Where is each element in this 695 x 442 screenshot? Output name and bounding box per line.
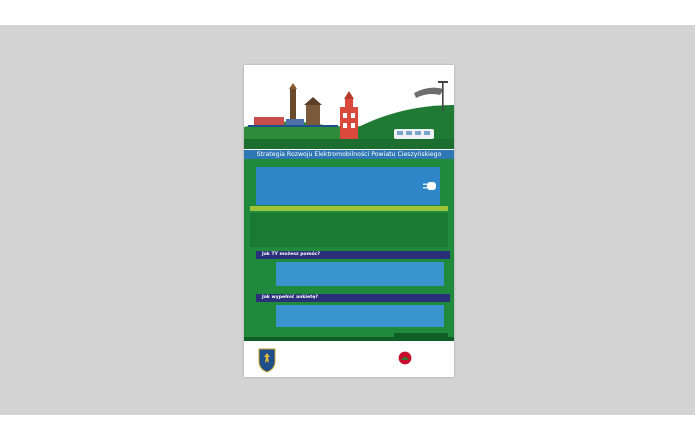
answer-panel-help — [276, 262, 444, 286]
main-goal-strip — [250, 206, 448, 211]
question-help-text: Jak TY możesz pomóc? — [262, 252, 321, 257]
poster — [244, 65, 454, 377]
question-bar-help — [256, 251, 450, 259]
intro-panel — [256, 167, 440, 205]
plug-icon — [422, 181, 438, 191]
question-survey-text: Jak wypełnić ankietę? — [262, 295, 319, 300]
footer-divider — [244, 337, 454, 341]
content-area — [244, 159, 454, 337]
question-bar-survey — [256, 294, 450, 302]
coat-of-arms-icon — [256, 347, 278, 373]
answer-panel-survey — [276, 305, 444, 327]
poster-title: Strategia Rozwoju Elektromobilności Powiatu Cieszyńskiego — [244, 150, 454, 159]
hero-illustration — [244, 65, 454, 149]
objectives-panel — [250, 213, 448, 247]
viewer-background — [0, 25, 695, 415]
poster-footer — [244, 343, 454, 377]
fund-logo-icon — [398, 351, 412, 365]
